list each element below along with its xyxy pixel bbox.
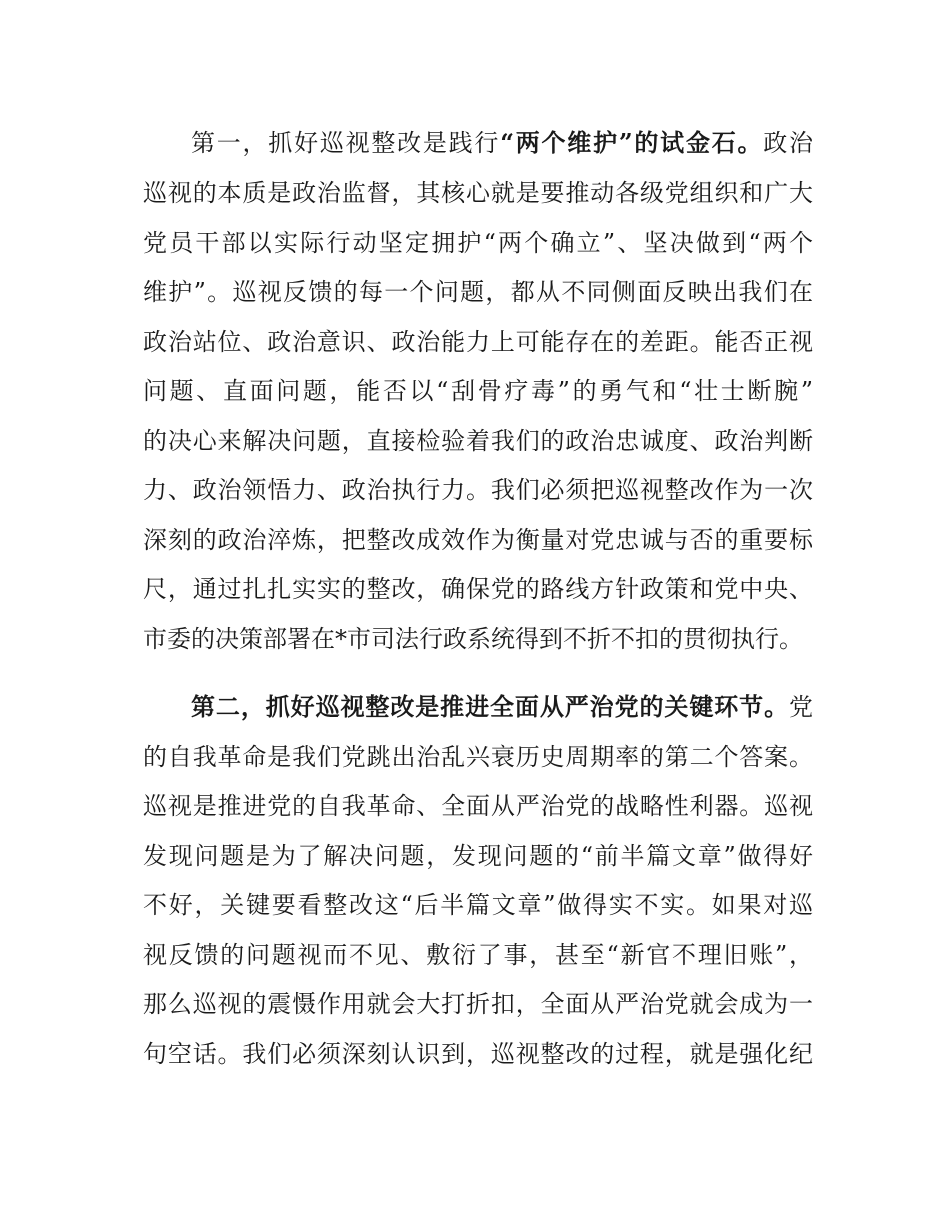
paragraph-1-line-9: 深刻的政治淬炼，把整改成效作为衡量对党忠诚与否的重要标 — [143, 526, 813, 554]
paragraph-2-line-7: 那么巡视的震慑作用就会大打折扣，全面从严治党就会成为一 — [143, 990, 813, 1018]
paragraph-1-line-4: 维护”。巡视反馈的每一个问题，都从不同侧面反映出我们在 — [143, 278, 813, 306]
paragraph-1-line-11: 市委的决策部署在*市司法行政系统得到不折不扣的贯彻执行。 — [143, 625, 803, 653]
paragraph-1-line-5: 政治站位、政治意识、政治能力上可能存在的差距。能否正视 — [143, 328, 813, 356]
paragraph-1-line-2: 巡视的本质是政治监督，其核心就是要推动各级党组织和广大 — [143, 179, 813, 207]
paragraph-2-line-3: 巡视是推进党的自我革命、全面从严治党的战略性利器。巡视 — [143, 792, 813, 820]
paragraph-2-line-1 — [191, 691, 813, 723]
paragraph-1-line-1 — [191, 127, 813, 159]
paragraph-1-line-7: 的决心来解决问题，直接检验着我们的政治忠诚度、政治判断 — [143, 427, 813, 455]
paragraph-2-line-5: 不好，关键要看整改这“后半篇文章”做得实不实。如果对巡 — [143, 891, 813, 919]
paragraph-1-bold-heading: “两个维护”的试金石。 — [500, 128, 764, 157]
paragraph-1-lead: 第一，抓好巡视整改是践行 — [191, 129, 501, 157]
paragraph-1-line-8: 力、政治领悟力、政治执行力。我们必须把巡视整改作为一次 — [143, 476, 813, 504]
paragraph-1-line-3: 党员干部以实际行动坚定拥护“两个确立”、坚决做到“两个 — [143, 229, 813, 257]
paragraph-2-bold-heading: 第二，抓好巡视整改是推进全面从严治党的关键环节。 — [191, 692, 789, 721]
paragraph-2-line-4: 发现问题是为了解决问题，发现问题的“前半篇文章”做得好 — [143, 842, 813, 870]
paragraph-1-line-6: 问题、直面问题，能否以“刮骨疗毒”的勇气和“壮士断腕” — [143, 377, 813, 405]
paragraph-2-line-2: 的自我革命是我们党跳出治乱兴衰历史周期率的第二个答案。 — [143, 743, 813, 771]
paragraph-1-line-10: 尺，通过扎扎实实的整改，确保党的路线方针政策和党中央、 — [143, 575, 813, 603]
paragraph-2-line-6: 视反馈的问题视而不见、敷衍了事，甚至“新官不理旧账”， — [143, 941, 813, 969]
paragraph-2-line-8: 句空话。我们必须深刻认识到，巡视整改的过程，就是强化纪 — [143, 1040, 813, 1068]
paragraph-2-line-1-rest: 党 — [789, 693, 813, 721]
paragraph-1-line-1-rest: 政治 — [763, 129, 813, 157]
